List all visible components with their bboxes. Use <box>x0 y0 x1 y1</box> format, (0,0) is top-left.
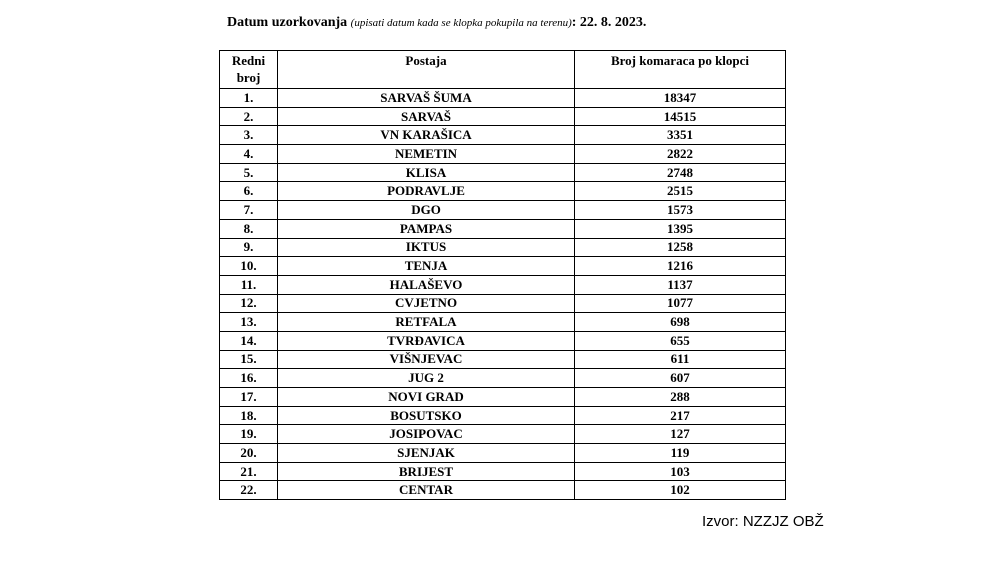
table-row <box>220 238 786 257</box>
mosquito-count-cell: 127 <box>575 425 786 444</box>
table-row <box>220 313 786 332</box>
mosquito-count-cell: 2748 <box>575 163 786 182</box>
row-number-cell: 3. <box>220 126 278 145</box>
row-number-cell: 11. <box>220 275 278 294</box>
station-name-cell: HALAŠEVO <box>278 275 575 294</box>
station-name-cell: CENTAR <box>278 481 575 500</box>
row-number-cell: 17. <box>220 388 278 407</box>
mosquito-count-cell: 119 <box>575 444 786 463</box>
mosquito-count-cell: 3351 <box>575 126 786 145</box>
station-name-cell: SARVAŠ <box>278 107 575 126</box>
mosquito-count-cell: 18347 <box>575 89 786 108</box>
station-name-cell: JUG 2 <box>278 369 575 388</box>
station-name-cell: SARVAŠ ŠUMA <box>278 89 575 108</box>
mosquito-count-cell: 1137 <box>575 275 786 294</box>
station-name-cell: VN KARAŠICA <box>278 126 575 145</box>
station-name-cell: PAMPAS <box>278 219 575 238</box>
station-name-cell: NOVI GRAD <box>278 388 575 407</box>
mosquito-count-cell: 1573 <box>575 201 786 220</box>
station-name-cell: RETFALA <box>278 313 575 332</box>
mosquito-count-cell: 102 <box>575 481 786 500</box>
mosquito-count-cell: 2822 <box>575 145 786 164</box>
mosquito-count-cell: 698 <box>575 313 786 332</box>
row-number-cell: 12. <box>220 294 278 313</box>
table-row <box>220 201 786 220</box>
table-row <box>220 331 786 350</box>
table-row <box>220 369 786 388</box>
table-row <box>220 219 786 238</box>
table-row <box>220 294 786 313</box>
station-name-cell: SJENJAK <box>278 444 575 463</box>
row-number-cell: 16. <box>220 369 278 388</box>
mosquito-count-cell: 1077 <box>575 294 786 313</box>
row-number-cell: 15. <box>220 350 278 369</box>
mosquito-count-cell: 2515 <box>575 182 786 201</box>
table-row <box>220 481 786 500</box>
station-name-cell: CVJETNO <box>278 294 575 313</box>
table-row <box>220 107 786 126</box>
station-name-cell: BRIJEST <box>278 462 575 481</box>
row-number-cell: 9. <box>220 238 278 257</box>
row-number-cell: 13. <box>220 313 278 332</box>
mosquito-count-cell: 607 <box>575 369 786 388</box>
mosquito-count-cell: 1258 <box>575 238 786 257</box>
row-number-cell: 20. <box>220 444 278 463</box>
row-number-cell: 8. <box>220 219 278 238</box>
row-number-cell: 1. <box>220 89 278 108</box>
mosquito-count-table <box>219 50 786 500</box>
table-row <box>220 257 786 276</box>
station-name-cell: NEMETIN <box>278 145 575 164</box>
row-number-cell: 5. <box>220 163 278 182</box>
station-name-cell: TENJA <box>278 257 575 276</box>
mosquito-count-cell: 14515 <box>575 107 786 126</box>
column-header-number-line1: Redni <box>231 53 266 68</box>
mosquito-count-cell: 288 <box>575 388 786 407</box>
table-row <box>220 89 786 108</box>
table-row <box>220 182 786 201</box>
row-number-cell: 6. <box>220 182 278 201</box>
station-name-cell: DGO <box>278 201 575 220</box>
table-row <box>220 163 786 182</box>
table-row <box>220 406 786 425</box>
station-name-cell: JOSIPOVAC <box>278 425 575 444</box>
table-body <box>220 89 786 500</box>
station-name-cell: PODRAVLJE <box>278 182 575 201</box>
mosquito-count-cell: 217 <box>575 406 786 425</box>
column-header-station: Postaja <box>278 51 575 89</box>
mosquito-count-cell: 655 <box>575 331 786 350</box>
column-header-number <box>220 51 278 89</box>
source-label: Izvor: NZZJZ OBŽ <box>702 513 824 530</box>
row-number-cell: 4. <box>220 145 278 164</box>
table-row <box>220 462 786 481</box>
table-row <box>220 145 786 164</box>
column-header-count: Broj komaraca po klopci <box>575 51 786 89</box>
row-number-cell: 21. <box>220 462 278 481</box>
sampling-date-value: : 22. 8. 2023. <box>571 15 647 30</box>
table-header-row <box>220 51 786 89</box>
sampling-date-note: (upisati datum kada se klopka pokupila na terenu) <box>350 17 572 29</box>
station-name-cell: VIŠNJEVAC <box>278 350 575 369</box>
mosquito-count-cell: 611 <box>575 350 786 369</box>
station-name-cell: KLISA <box>278 163 575 182</box>
table-row <box>220 388 786 407</box>
table-row <box>220 350 786 369</box>
column-header-number-line2: broj <box>236 70 261 85</box>
row-number-cell: 10. <box>220 257 278 276</box>
table-row <box>220 425 786 444</box>
row-number-cell: 18. <box>220 406 278 425</box>
mosquito-count-cell: 1395 <box>575 219 786 238</box>
station-name-cell: BOSUTSKO <box>278 406 575 425</box>
sampling-date-heading <box>227 14 646 32</box>
row-number-cell: 2. <box>220 107 278 126</box>
station-name-cell: TVRĐAVICA <box>278 331 575 350</box>
mosquito-count-cell: 1216 <box>575 257 786 276</box>
station-name-cell: IKTUS <box>278 238 575 257</box>
row-number-cell: 22. <box>220 481 278 500</box>
mosquito-count-cell: 103 <box>575 462 786 481</box>
table-row <box>220 275 786 294</box>
table-row <box>220 126 786 145</box>
sampling-date-label: Datum uzorkovanja <box>227 15 348 30</box>
table-row <box>220 444 786 463</box>
row-number-cell: 19. <box>220 425 278 444</box>
row-number-cell: 14. <box>220 331 278 350</box>
row-number-cell: 7. <box>220 201 278 220</box>
